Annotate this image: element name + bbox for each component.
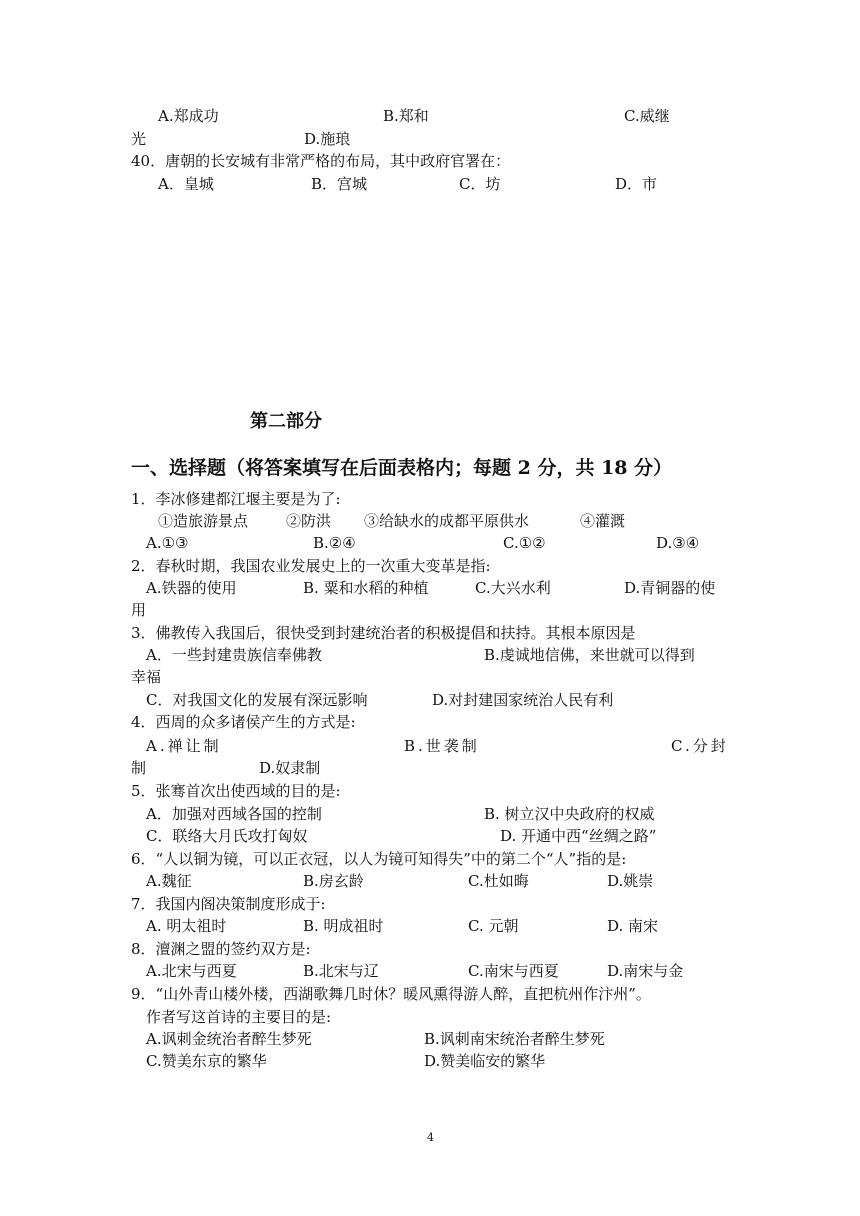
option-a: A.铁器的使用 [146,579,237,597]
option-d: D.对封建国家统治人民有利 [432,691,614,709]
option-a: A.北宋与西夏 [146,962,237,980]
option-a: A.讽刺金统治者醉生梦死 [146,1030,312,1048]
option-b: B.北宋与辽 [303,962,379,980]
option-a: A.郑成功 [158,107,219,125]
question-stem-7: 7．我国内阁决策制度形成于: [131,895,326,913]
statement-2: ②防洪 [286,512,332,530]
option-a: A.禅让制 [146,737,222,755]
option-c: C.①② [503,534,546,552]
statement-1: ①造旅游景点 [158,512,249,530]
question-stem-2: 2．春秋时期，我国农业发展史上的一次重大变革是指: [131,557,491,575]
option-b: B. 树立汉中央政府的权威 [484,805,655,823]
option-b: B.世袭制 [404,737,480,755]
option-a: A．加强对西域各国的控制 [146,805,322,823]
option-d: D.青铜器的使 [624,579,716,597]
question-stem-6: 6．“人以铜为镜，可以正衣冠，以人为镜可知得失”中的第二个“人”指的是: [131,850,627,868]
option-b: B.虔诚地信佛，来世就可以得到 [484,646,695,664]
question-stem-8: 8．澶渊之盟的签约双方是: [131,940,311,958]
question-stem-4: 4．西周的众多诸侯产生的方式是: [131,713,356,731]
option-c: C.赞美东京的繁华 [146,1052,267,1070]
question-stem-40: 40．唐朝的长安城有非常严格的布局，其中政府官署在： [131,152,511,170]
option-b: B. 粟和水稻的种植 [303,579,429,597]
section-title: 一、选择题（将答案填写在后面表格内；每题 2 分，共 18 分） [131,457,673,479]
option-c-wrap: 光 [131,130,147,148]
option-d: D.赞美临安的繁华 [424,1052,546,1070]
option-c: C.大兴水利 [475,579,551,597]
option-b: B.郑和 [383,107,429,125]
option-d: D．市 [615,175,658,193]
question-stem-1: 1．李冰修建都江堰主要是为了: [131,490,341,508]
question-stem-9: 9．“山外青山楼外楼，西湖歌舞几时休？暖风熏得游人醉，直把杭州作汴州”。 [131,985,651,1003]
option-c: C．联络大月氏攻打匈奴 [146,827,308,845]
option-c: C.威继 [624,107,670,125]
option-c-wrap: 制 [131,759,147,777]
part-title: 第二部分 [250,411,322,432]
option-c: C.杜如晦 [468,872,529,890]
option-d: D.奴隶制 [259,759,321,777]
option-d: D.南宋与金 [607,962,684,980]
option-a: A.①③ [146,534,189,552]
option-a: A．皇城 [158,175,214,193]
option-b: B.②④ [313,534,356,552]
statement-4: ④灌溉 [580,512,626,530]
question-stem-9-cont: 作者写这首诗的主要目的是: [146,1008,332,1026]
option-d-wrap: 用 [131,601,147,619]
option-d: D.姚崇 [607,872,654,890]
question-stem-5: 5．张骞首次出使西域的目的是: [131,782,341,800]
option-c: C.南宋与西夏 [468,962,559,980]
option-b: B. 明成祖时 [303,917,384,935]
option-c: C. 元朝 [468,917,519,935]
question-stem-3: 3．佛教传入我国后，很快受到封建统治者的积极提倡和扶持。其根本原因是 [131,624,636,642]
option-d: D.③④ [656,534,700,552]
option-c: C.分封 [671,737,729,755]
page-number: 4 [427,1131,434,1144]
option-d: D.施琅 [304,130,351,148]
option-b: B.房玄龄 [303,872,364,890]
option-c: C．对我国文化的发展有深远影响 [146,691,368,709]
option-c: C．坊 [459,175,501,193]
option-d: D. 南宋 [607,917,659,935]
option-a: A. 明太祖时 [146,917,227,935]
option-b: B.讽刺南宋统治者醉生梦死 [424,1030,605,1048]
option-a: A．一些封建贵族信奉佛教 [146,646,322,664]
option-a: A.魏征 [146,872,192,890]
option-b-wrap: 幸福 [131,668,162,686]
statement-3: ③给缺水的成都平原供水 [364,512,530,530]
option-d: D. 开通中西“丝绸之路” [500,827,657,845]
option-b: B．宫城 [311,175,368,193]
